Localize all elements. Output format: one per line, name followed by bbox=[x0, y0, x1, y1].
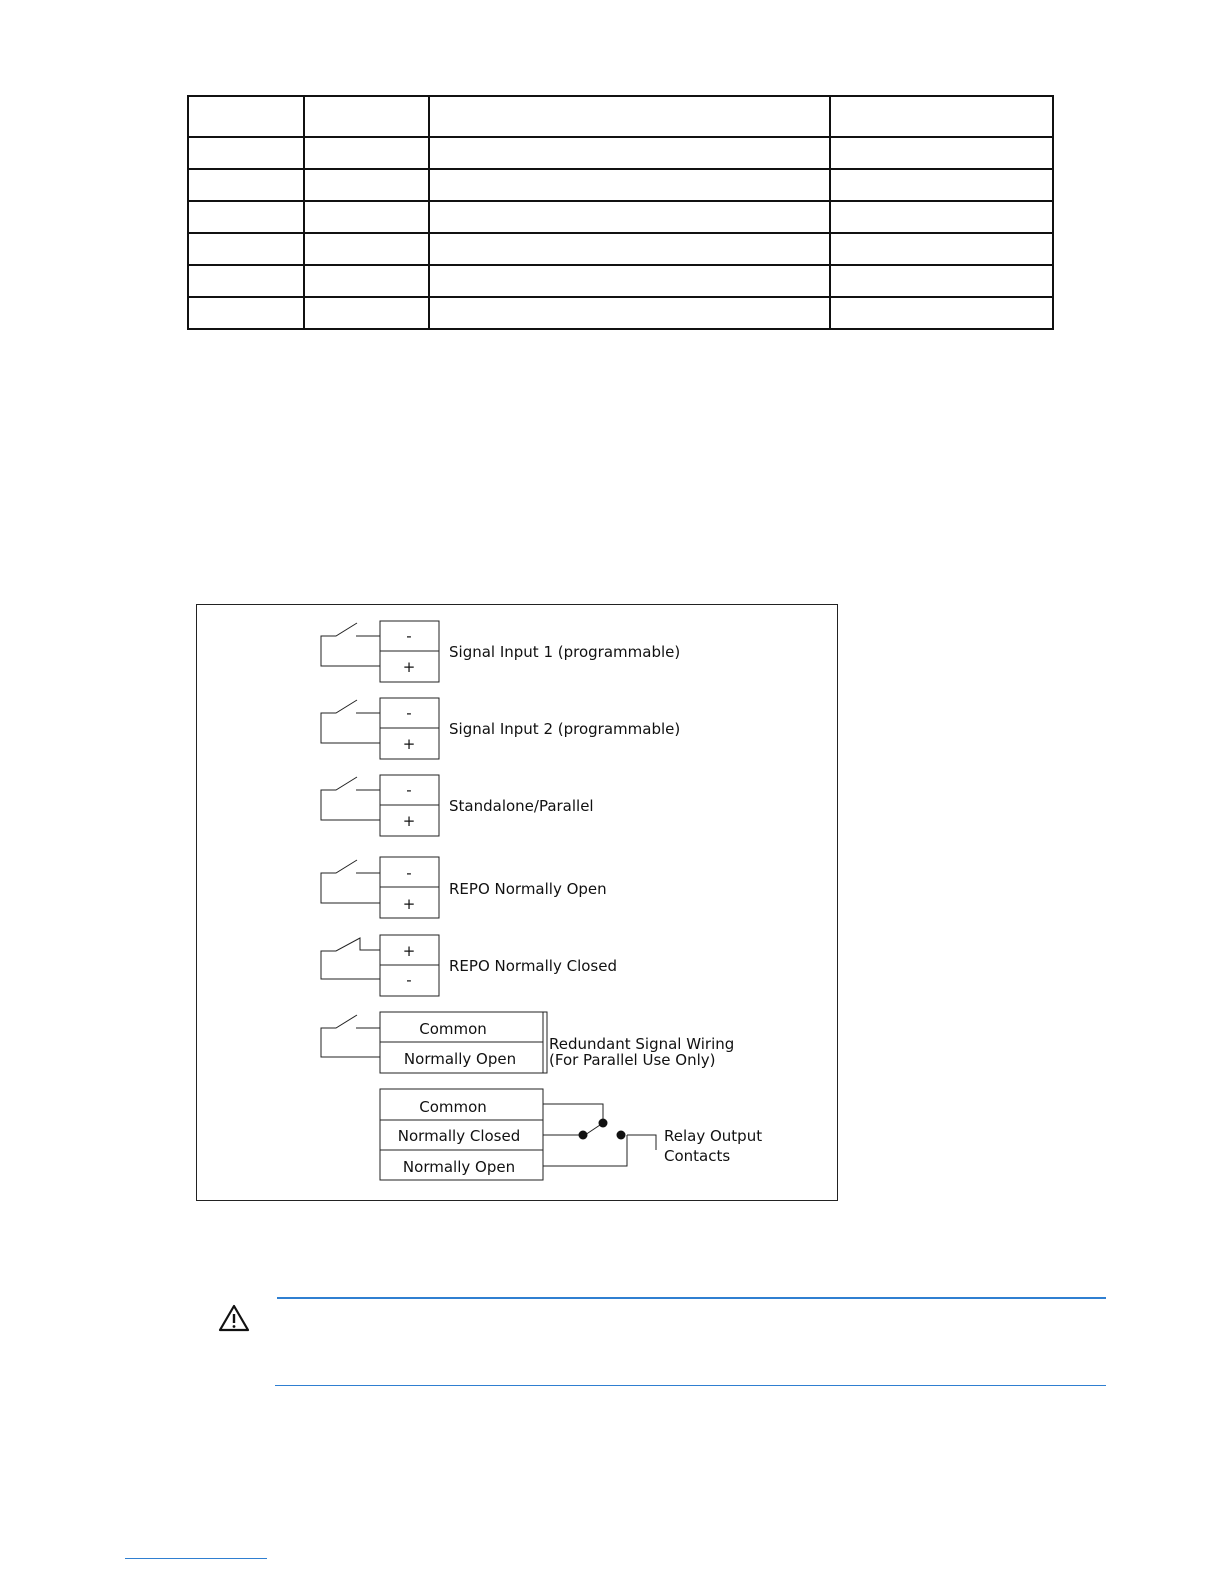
wire-normally-open bbox=[543, 1135, 627, 1166]
table-cell bbox=[830, 265, 1053, 297]
spec-table bbox=[187, 95, 1054, 330]
footer-link-rule bbox=[125, 1558, 267, 1559]
repo-normally-closed-group bbox=[321, 935, 439, 996]
table-cell bbox=[188, 169, 304, 201]
signal-input-2-label: Signal Input 2 (programmable) bbox=[449, 720, 681, 738]
caution-top-rule bbox=[277, 1297, 1106, 1299]
contact-dot bbox=[599, 1119, 608, 1128]
terminal-minus: - bbox=[406, 704, 412, 722]
table-cell bbox=[429, 96, 830, 137]
repo-normally-closed-label: REPO Normally Closed bbox=[449, 957, 617, 975]
table-row bbox=[188, 201, 1053, 233]
redundant-signal-label-line2: (For Parallel Use Only) bbox=[549, 1051, 716, 1069]
terminal-minus: - bbox=[406, 627, 412, 645]
table-cell bbox=[429, 297, 830, 329]
table-cell bbox=[188, 96, 304, 137]
table-cell bbox=[304, 96, 429, 137]
table-cell bbox=[429, 169, 830, 201]
table-cell bbox=[429, 265, 830, 297]
standalone-parallel-label: Standalone/Parallel bbox=[449, 797, 594, 815]
wiring-diagram bbox=[196, 604, 838, 1201]
table-cell bbox=[188, 137, 304, 169]
terminal-minus: - bbox=[406, 971, 412, 989]
relay-contact-dots bbox=[579, 1119, 626, 1140]
switch-open-icon bbox=[321, 860, 380, 903]
table-cell bbox=[304, 297, 429, 329]
terminal-plus: + bbox=[402, 812, 416, 830]
redundant-normally-open-label: Normally Open bbox=[403, 1050, 517, 1068]
signal-input-1-group bbox=[321, 621, 439, 682]
standalone-parallel-group bbox=[321, 775, 439, 836]
relay-common-label: Common bbox=[419, 1098, 487, 1116]
table-cell bbox=[830, 233, 1053, 265]
table-cell bbox=[188, 201, 304, 233]
table-cell bbox=[429, 233, 830, 265]
relay-normally-open-label: Normally Open bbox=[402, 1158, 516, 1176]
table-cell bbox=[830, 297, 1053, 329]
contact-dot bbox=[617, 1131, 626, 1140]
switch-open-icon bbox=[321, 777, 380, 820]
terminal-plus: + bbox=[402, 942, 416, 960]
table-cell bbox=[830, 96, 1053, 137]
caution-bottom-rule bbox=[275, 1385, 1106, 1386]
table-cell bbox=[304, 201, 429, 233]
table-cell bbox=[188, 233, 304, 265]
relay-normally-closed-label: Normally Closed bbox=[397, 1127, 521, 1145]
table-row bbox=[188, 297, 1053, 329]
switch-closed-icon bbox=[321, 938, 380, 979]
table-row bbox=[188, 169, 1053, 201]
wiring-diagram-canvas bbox=[197, 605, 839, 1202]
table-cell bbox=[304, 137, 429, 169]
table-cell bbox=[188, 297, 304, 329]
wire-relay-out bbox=[627, 1135, 656, 1150]
terminal-plus: + bbox=[402, 658, 416, 676]
signal-input-1-label: Signal Input 1 (programmable) bbox=[449, 643, 681, 661]
warning-triangle-icon bbox=[218, 1303, 250, 1333]
terminal-plus: + bbox=[402, 895, 416, 913]
wire-common bbox=[543, 1104, 603, 1123]
table-row bbox=[188, 137, 1053, 169]
table-header-row bbox=[188, 96, 1053, 137]
signal-input-2-group bbox=[321, 698, 439, 759]
redundant-common-label: Common bbox=[419, 1020, 487, 1038]
terminal-minus: - bbox=[406, 781, 412, 799]
repo-normally-open-label: REPO Normally Open bbox=[449, 880, 607, 898]
table-cell bbox=[429, 201, 830, 233]
terminal-plus: + bbox=[402, 735, 416, 753]
table-cell bbox=[304, 169, 429, 201]
table-cell bbox=[830, 201, 1053, 233]
table-cell bbox=[188, 265, 304, 297]
table-row bbox=[188, 265, 1053, 297]
relay-output-label-line2: Contacts bbox=[664, 1147, 731, 1165]
relay-output-label-line1: Relay Output bbox=[664, 1127, 763, 1145]
bracket-line bbox=[543, 1012, 547, 1073]
table-cell bbox=[830, 137, 1053, 169]
switch-open-icon bbox=[321, 700, 380, 743]
table-cell bbox=[429, 137, 830, 169]
repo-normally-open-group bbox=[321, 857, 439, 918]
terminal-minus: - bbox=[406, 864, 412, 882]
switch-open-icon bbox=[321, 623, 380, 666]
redundant-signal-label-line1: Redundant Signal Wiring bbox=[549, 1035, 735, 1053]
contact-dot bbox=[579, 1131, 588, 1140]
table-cell bbox=[304, 233, 429, 265]
table-cell bbox=[830, 169, 1053, 201]
switch-open-icon bbox=[321, 1015, 380, 1057]
table-cell bbox=[304, 265, 429, 297]
table-row bbox=[188, 233, 1053, 265]
